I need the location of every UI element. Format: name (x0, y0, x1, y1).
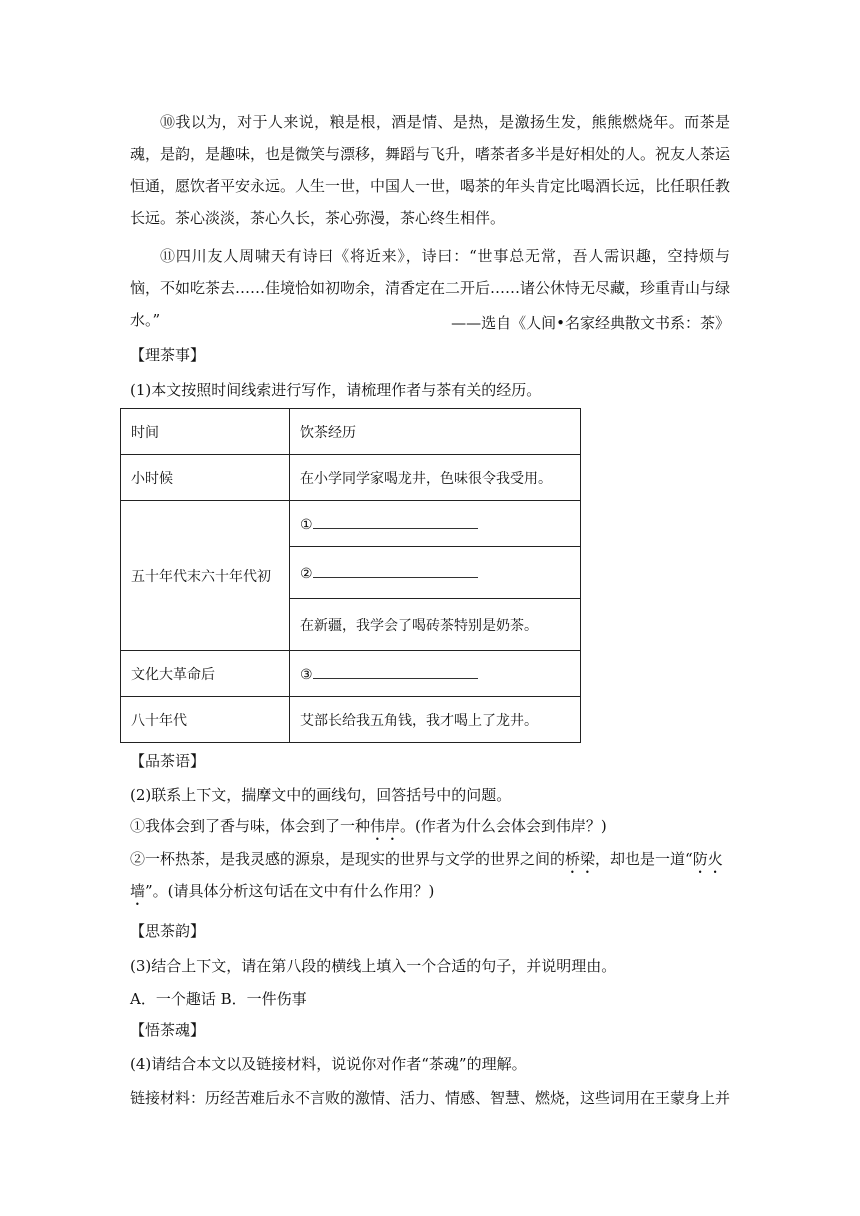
row4-experience: 艾部长给我五角钱，我才喝上了龙井。 (290, 697, 581, 743)
table-row (121, 455, 581, 501)
experience-table (120, 408, 581, 743)
emphasis-word: 伟岸 (370, 817, 401, 835)
q2-2-text-b: ，却也是一道“ (595, 850, 693, 868)
emphasis-word: 墙 (130, 882, 146, 900)
header-time: 时间 (121, 409, 290, 455)
row2-experience-3: 在新疆，我学会了喝砖茶特别是奶茶。 (290, 599, 581, 651)
question-1: (1)本文按照时间线索进行写作，请梳理作者与茶有关的经历。 (130, 381, 542, 399)
table-header-row (121, 409, 581, 455)
question-3: (3)结合上下文，请在第八段的横线上填入一个合适的句子，并说明理由。 (130, 957, 617, 975)
row1-experience: 在小学同学家喝龙井，色味很令我受用。 (290, 455, 581, 501)
row3-experience (290, 651, 581, 697)
question-3-options: A．一个趣话 B．一件伤事 (130, 990, 307, 1008)
q2-2-text-a: ②一杯热茶，是我灵感的源泉，是现实的世界与文学的世界之间的 (130, 850, 566, 868)
source-citation: ——选自《人间•名家经典散文书系：茶》 (451, 314, 730, 332)
answer-blank-3[interactable] (313, 664, 478, 679)
link-material: 链接材料：历经苦难后永不言败的激情、活力、情感、智慧、燃烧，这些词用在王蒙身上并 (130, 1089, 731, 1107)
paragraph-10: ⑩我以为，对于人来说，粮是根，酒是情、是热，是激扬生发，熊熊燃烧年。而茶是魂，是韵，是趣味，也是微笑与漂移，舞蹈与飞升，嗜茶者多半是好相处的人。祝友人茶运恒通，愿饮者平安永远。人生一世，中国人一世，喝茶的年头肯定比喝酒长远，比任职任教长远。茶心淡淡，茶心久长，茶心弥漫，茶心终生相伴。 (130, 113, 731, 227)
row3-time: 文化大革命后 (121, 651, 290, 697)
answer-blank-1[interactable] (313, 514, 478, 529)
row2-experience-2 (290, 547, 581, 599)
q2-1-text-b: 。(作者为什么会体会到伟岸？) (400, 817, 607, 835)
row2-experience-1 (290, 501, 581, 547)
row4-time: 八十年代 (121, 697, 290, 743)
table-row (121, 697, 581, 743)
emphasis-word: 防火 (692, 850, 723, 868)
header-experience: 饮茶经历 (290, 409, 581, 455)
section-title-3: 【思茶韵】 (130, 922, 206, 940)
question-4: (4)请结合本文以及链接材料，说说你对作者“茶魂”的理解。 (130, 1055, 527, 1073)
question-2: (2)联系上下文，揣摩文中的画线句，回答括号中的问题。 (130, 786, 512, 804)
q2-2-text-c: ”。(请具体分析这句话在文中有什么作用？) (145, 882, 435, 900)
paragraph-11: ⑪四川友人周啸天有诗曰《将近来》，诗曰：“世事总无常，吾人需识趣，空持烦与恼，不如吃茶去……佳境恰如初吻余，清香定在二开后……诸公休恃无尽藏，珍重青山与绿水。” (130, 247, 731, 329)
blank-label-3: ③ (300, 667, 313, 683)
question-2-2 (130, 848, 723, 877)
table-row (121, 651, 581, 697)
emphasis-word: 桥梁 (565, 850, 596, 868)
table-row (121, 501, 581, 547)
q2-1-text-a: ①我体会到了香与味，体会到了一种 (130, 817, 371, 835)
section-title-4: 【悟茶魂】 (130, 1021, 206, 1039)
question-2-2-cont (130, 880, 434, 909)
blank-label-1: ① (300, 517, 313, 533)
question-2-1 (130, 815, 607, 844)
section-title-2: 【品茶语】 (130, 752, 206, 770)
blank-label-2: ② (300, 566, 313, 582)
row1-time: 小时候 (121, 455, 290, 501)
section-title-1: 【理茶事】 (130, 346, 206, 364)
answer-blank-2[interactable] (313, 563, 478, 578)
row2-time: 五十年代末六十年代初 (121, 501, 290, 651)
